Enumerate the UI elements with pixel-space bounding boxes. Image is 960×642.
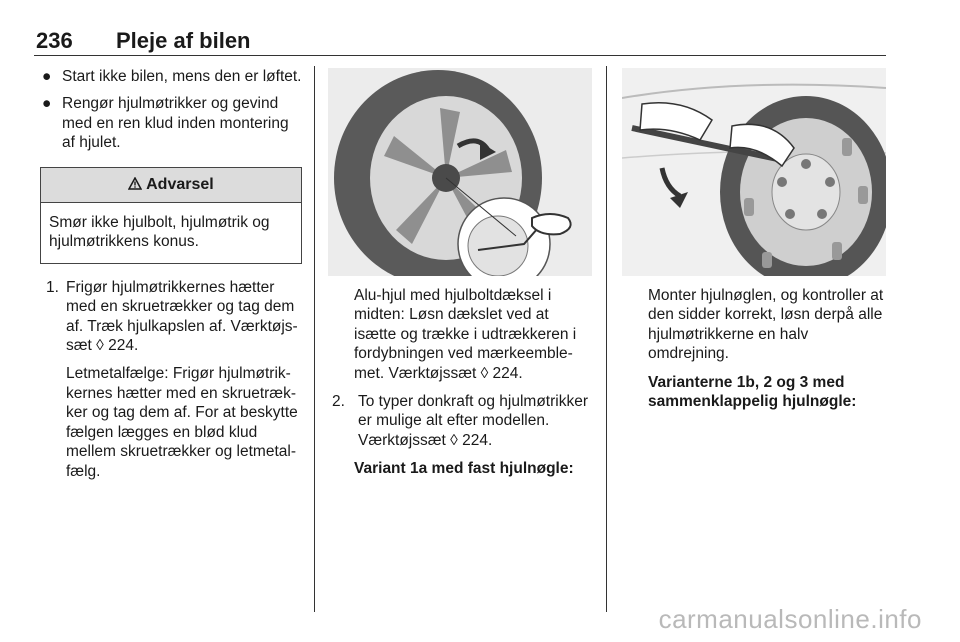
list-item: ● Start ikke bilen, mens den er løftet. <box>42 68 302 85</box>
figure-caption: Alu-hjul med hjulboltdæksel i midten: Løsn dækslet ved at isætte og trække i udtrækkeren i fordybningen ved mærkeemble-met. Værktøjssæt ◊ 224. <box>354 287 577 382</box>
page-number: 236 <box>36 28 73 53</box>
column-divider-1 <box>314 66 315 612</box>
column-divider-2 <box>606 66 607 612</box>
list-item: ● Rengør hjulmøtrikker og gevind med en ren klud inden montering af hjulet. <box>42 95 289 152</box>
warning-box <box>40 167 302 264</box>
instruction-text: Monter hjulnøglen, og kontroller at den sidder korrekt, løsn derpå alle hjulmøtrikkerne en halv omdrejning. <box>648 287 884 363</box>
warning-text: Smør ikke hjulbolt, hjulmøtrik og hjulmøtrikkens konus. <box>49 214 270 251</box>
step-text: Frigør hjulmøtrikkernes hætter med en skruetrækker og tag dem af. Træk hjulkapslen af. Værktøjs-sæt ◊ 224. <box>66 278 298 355</box>
step-1 <box>40 278 302 356</box>
step-1-paragraph-2: Letmetalfælge: Frigør hjulmøtrik-kernes hætter med en skruetræk-ker og tag dem af. For at beskytte fælgen lægges en blød klud mellem skruetrækker og letmetal-fælg. <box>66 365 298 480</box>
bullet-text: Start ikke bilen, mens den er løftet. <box>62 68 302 85</box>
wheel-wrench-illustration <box>622 68 886 276</box>
column-1 <box>40 67 302 481</box>
step-number: 1. <box>46 278 59 296</box>
warning-header <box>41 168 301 203</box>
variant-heading: Varianterne 1b, 2 og 3 med sammenklappelig hjulnøgle: <box>648 373 857 411</box>
column-2 <box>332 286 594 479</box>
column-3 <box>648 286 888 411</box>
step-2 <box>332 392 594 450</box>
warning-title: Advarsel <box>146 175 214 193</box>
warning-triangle-icon <box>128 176 146 193</box>
variant-heading: Variant 1a med fast hjulnøgle: <box>354 460 574 478</box>
header-rule <box>34 55 886 56</box>
step-number: 2. <box>332 393 345 411</box>
page-title: Pleje af bilen <box>116 28 251 53</box>
bullet-text: Rengør hjulmøtrikker og gevind med en ren klud inden montering af hjulet. <box>62 95 289 152</box>
wheel-cover-illustration <box>328 68 592 276</box>
step-text: To typer donkraft og hjulmøtrikker er mulige alt efter modellen. Værktøjssæt ◊ 224. <box>358 393 589 449</box>
watermark: carmanualsonline.info <box>658 604 922 634</box>
